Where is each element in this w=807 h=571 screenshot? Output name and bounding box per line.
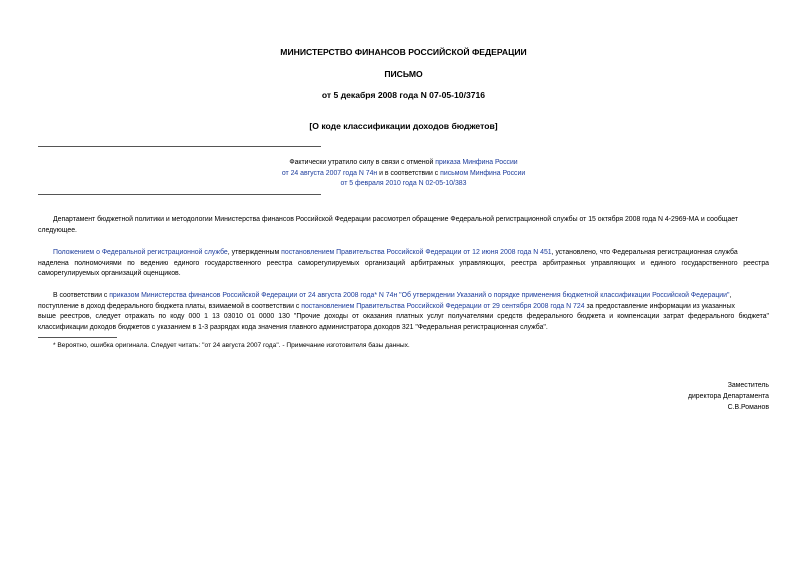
paragraph-2-line-3: саморегулируемых организаций оценщиков. bbox=[38, 270, 181, 277]
status-note-line-3 bbox=[0, 179, 807, 190]
order-link[interactable]: приказа Минфина России bbox=[435, 159, 518, 166]
paragraph-3 bbox=[38, 291, 769, 333]
letter-date-link[interactable]: от 5 февраля 2010 года N 02-05-10/383 bbox=[340, 180, 467, 187]
footnote-divider bbox=[38, 337, 117, 338]
document-subject: [О коде классификации доходов бюджетов] bbox=[309, 121, 498, 131]
top-divider bbox=[38, 146, 321, 147]
paragraph-text: за предоставление информации из указанных bbox=[584, 302, 735, 310]
resolution-724-link[interactable]: постановлением Правительства Российской Федерации от 29 сентября 2008 года N 724 bbox=[301, 302, 585, 310]
letter-link[interactable]: письмом Минфина России bbox=[440, 169, 526, 177]
paragraph-2 bbox=[38, 248, 769, 280]
paragraph-text: , установлено, что Федеральная регистрационная служба bbox=[551, 249, 738, 256]
ministry-title: МИНИСТЕРСТВО ФИНАНСОВ РОССИЙСКОЙ ФЕДЕРАЦИИ bbox=[280, 47, 527, 57]
paragraph-3-line-3: выше реестров, следует отражать по коду 000 1 13 03010 01 0000 130 "Прочие доходы от оказания платных услуг получателями средств федерального бюджета и компенсации затрат федерального бюджета" bbox=[38, 313, 769, 320]
paragraph-2-line-1 bbox=[38, 248, 769, 259]
paragraph-3-line-1 bbox=[38, 291, 769, 302]
order-date-link[interactable]: от 24 августа 2007 года N 74н bbox=[281, 169, 378, 177]
document-date-number: от 5 декабря 2008 года N 07-05-10/3716 bbox=[321, 90, 486, 100]
paragraph-1-line-2: следующее. bbox=[38, 226, 77, 234]
paragraph-text: В соответствии с bbox=[53, 292, 110, 299]
document-type: ПИСЬМО bbox=[384, 69, 423, 79]
paragraph-text: , bbox=[729, 292, 732, 299]
order-74n-link[interactable]: приказом Министерства финансов Российской Федерации от 24 августа 2008 года* N 74н "Об утверждении Указаний о порядке применения бюджетной классификации Российской Федерации" bbox=[109, 292, 730, 299]
signature-block bbox=[688, 380, 769, 413]
bottom-divider bbox=[38, 194, 321, 195]
signer-title-1: Заместитель bbox=[727, 382, 769, 389]
status-note-text: Фактически утратило силу в связи с отменой bbox=[289, 159, 436, 166]
paragraph-1 bbox=[38, 215, 769, 236]
paragraph-2-line-2: наделена полномочиями по ведению единого государственного реестра саморегулируемых организаций арбитражных управляющих, реестра арбитражных управляющих и единого государственного реестра bbox=[38, 259, 769, 267]
status-note-line-2 bbox=[0, 169, 807, 180]
resolution-451-link[interactable]: постановлением Правительства Российской Федерации от 12 июня 2008 года N 451 bbox=[281, 249, 552, 256]
status-note-line-1 bbox=[0, 158, 807, 169]
status-note-text: и в соответствии с bbox=[377, 169, 441, 177]
paragraph-3-line-2 bbox=[38, 302, 769, 313]
paragraph-text: поступление в доход федерального бюджета платы, взимаемой в соответствии с bbox=[38, 302, 302, 310]
footnote: * Вероятно, ошибка оригинала. Следует читать: "от 24 августа 2007 года". - Примечание изготовителя базы данных. bbox=[53, 342, 410, 349]
signer-name: С.В.Романов bbox=[727, 404, 769, 411]
paragraph-3-line-4: классификации доходов бюджетов с указанием в 1-3 разрядах кода значения главного администратора доходов 321 "Федеральная регистрационная служба". bbox=[38, 323, 548, 331]
paragraph-text: , утвержденным bbox=[227, 249, 282, 256]
status-note bbox=[0, 158, 807, 190]
paragraph-1-line-1: Департамент бюджетной политики и методологии Министерства финансов Российской Федерации рассмотрел обращение Федеральной регистрационной службы от 15 октября 2008 года N 4-2969-МА и сообщает bbox=[53, 216, 739, 223]
signer-title-2: директора Департамента bbox=[687, 393, 769, 400]
regulation-link[interactable]: Положением о Федеральной регистрационной службе bbox=[53, 249, 228, 256]
